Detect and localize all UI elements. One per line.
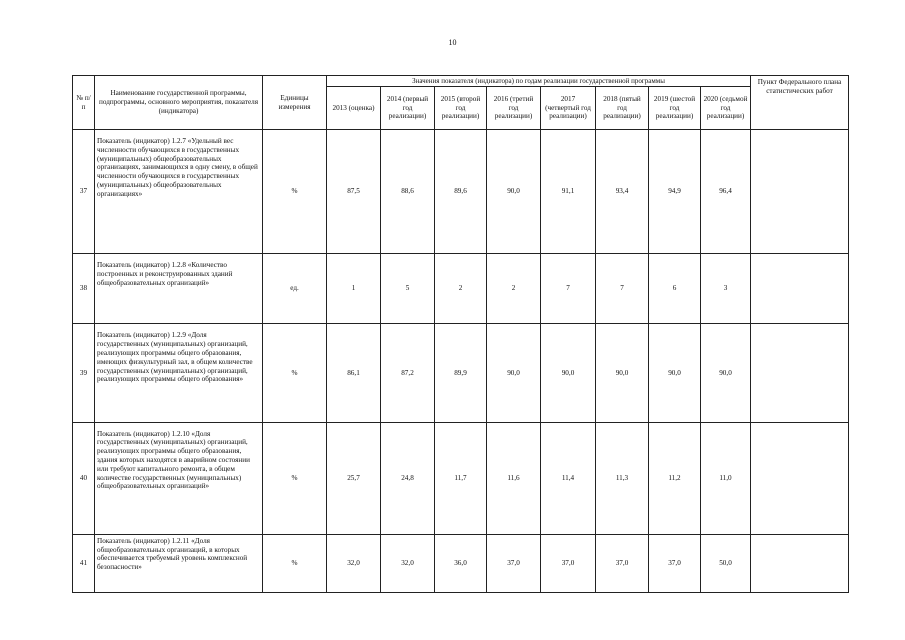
header-year-2019: 2019 (шестой год реализации) (649, 87, 701, 130)
value-cell: 37,0 (596, 534, 649, 592)
value-cell: 5 (381, 254, 435, 324)
value-cell: 7 (541, 254, 596, 324)
table-row (73, 324, 849, 422)
value-cell: 94,9 (649, 130, 701, 254)
header-year-2018: 2018 (пятый год реализации) (596, 87, 649, 130)
indicator-name: Показатель (индикатор) 1.2.10 «Доля государственных (муниципальных) организаций, реализующих программы общего образования, здания которых находятся в аварийном состоянии или требуют капитального ремонта, в общем количестве государственных (муниципальных) общеобразовательных организаций» (95, 422, 263, 534)
indicator-name: Показатель (индикатор) 1.2.11 «Доля общеобразовательных организаций, в которых обеспечивается требуемый уровень комплексной безопасности» (95, 534, 263, 592)
unit-cell: ед. (263, 254, 327, 324)
header-stat-point: Пункт Федерального плана статистических работ (751, 76, 849, 130)
unit-cell: % (263, 534, 327, 592)
header-unit: Единицы измерения (263, 76, 327, 130)
row-number: 40 (73, 422, 95, 534)
table-row (73, 254, 849, 324)
stat-point-cell (751, 534, 849, 592)
value-cell: 90,0 (487, 130, 541, 254)
value-cell: 87,2 (381, 324, 435, 422)
value-cell: 37,0 (487, 534, 541, 592)
value-cell: 90,0 (541, 324, 596, 422)
value-cell: 7 (596, 254, 649, 324)
indicator-name: Показатель (индикатор) 1.2.8 «Количество построенных и реконструированных зданий общеобразовательных организаций» (95, 254, 263, 324)
header-values-group: Значения показателя (индикатора) по годам реализации государственной программы (327, 76, 751, 87)
unit-cell: % (263, 324, 327, 422)
value-cell: 93,4 (596, 130, 649, 254)
table-row (73, 422, 849, 534)
value-cell: 88,6 (381, 130, 435, 254)
row-number: 38 (73, 254, 95, 324)
value-cell: 11,4 (541, 422, 596, 534)
unit-cell: % (263, 422, 327, 534)
value-cell: 3 (701, 254, 751, 324)
value-cell: 11,0 (701, 422, 751, 534)
value-cell: 1 (327, 254, 381, 324)
table-row (73, 534, 849, 592)
value-cell: 89,6 (435, 130, 487, 254)
value-cell: 2 (435, 254, 487, 324)
header-year-2017: 2017 (четвертый год реализации) (541, 87, 596, 130)
value-cell: 11,3 (596, 422, 649, 534)
value-cell: 36,0 (435, 534, 487, 592)
value-cell: 86,1 (327, 324, 381, 422)
indicator-name: Показатель (индикатор) 1.2.9 «Доля государственных (муниципальных) организаций, реализующих программы общего образования, имеющих физкультурный зал, в общем количестве государственных (муниципальных) организаций, реализующих программы общего образования» (95, 324, 263, 422)
value-cell: 90,0 (649, 324, 701, 422)
value-cell: 11,7 (435, 422, 487, 534)
unit-cell: % (263, 130, 327, 254)
value-cell: 25,7 (327, 422, 381, 534)
row-number: 39 (73, 324, 95, 422)
stat-point-cell (751, 130, 849, 254)
header-num: № п/п (73, 76, 95, 130)
header-name: Наименование государственной программы, подпрограммы, основного мероприятия, показателя (индикатора) (95, 76, 263, 130)
value-cell: 32,0 (327, 534, 381, 592)
value-cell: 90,0 (701, 324, 751, 422)
stat-point-cell (751, 254, 849, 324)
value-cell: 32,0 (381, 534, 435, 592)
value-cell: 11,6 (487, 422, 541, 534)
value-cell: 90,0 (596, 324, 649, 422)
header-year-2014: 2014 (первый год реализации) (381, 87, 435, 130)
indicators-table (72, 75, 849, 593)
value-cell: 37,0 (649, 534, 701, 592)
row-number: 41 (73, 534, 95, 592)
value-cell: 11,2 (649, 422, 701, 534)
table-row (73, 130, 849, 254)
value-cell: 87,5 (327, 130, 381, 254)
value-cell: 89,9 (435, 324, 487, 422)
value-cell: 37,0 (541, 534, 596, 592)
value-cell: 24,8 (381, 422, 435, 534)
page-number: 10 (448, 38, 457, 47)
header-year-2016: 2016 (третий год реализации) (487, 87, 541, 130)
row-number: 37 (73, 130, 95, 254)
header-year-2015: 2015 (второй год реализации) (435, 87, 487, 130)
stat-point-cell (751, 422, 849, 534)
header-year-2013: 2013 (оценка) (327, 87, 381, 130)
header-year-2020: 2020 (седьмой год реализации) (701, 87, 751, 130)
value-cell: 50,0 (701, 534, 751, 592)
stat-point-cell (751, 324, 849, 422)
value-cell: 2 (487, 254, 541, 324)
value-cell: 96,4 (701, 130, 751, 254)
value-cell: 91,1 (541, 130, 596, 254)
value-cell: 6 (649, 254, 701, 324)
indicator-name: Показатель (индикатор) 1.2.7 «Удельный вес численности обучающихся в государственных (муниципальных) общеобразовательных организациях, занимающихся в одну смену, в общей численности обучающихся в государственных (муниципальных) общеобразовательных организациях» (95, 130, 263, 254)
value-cell: 90,0 (487, 324, 541, 422)
